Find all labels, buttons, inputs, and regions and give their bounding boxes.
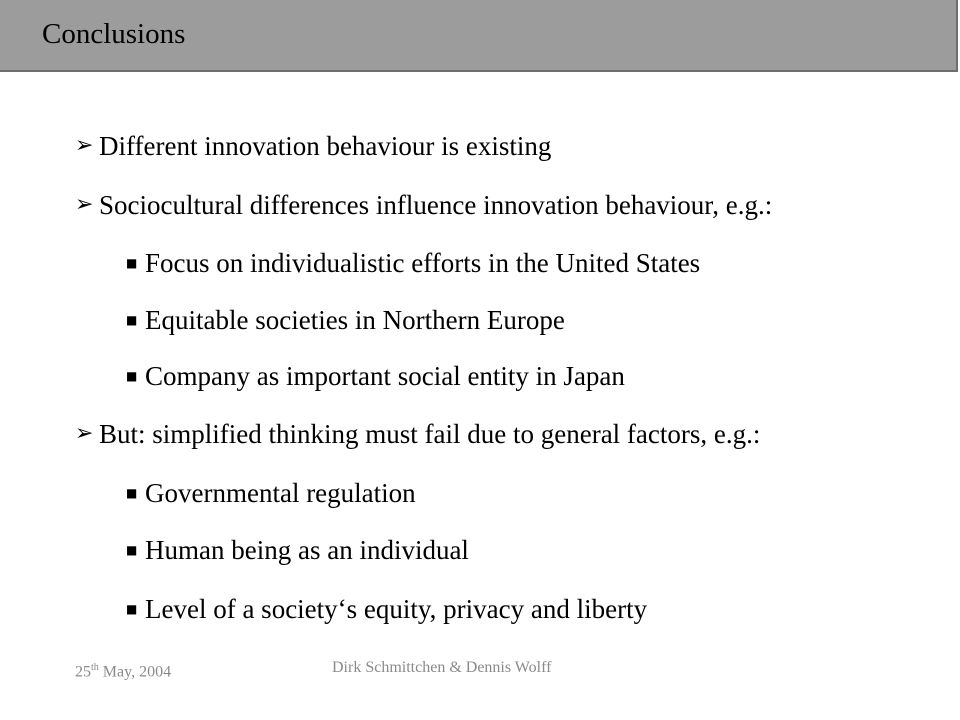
- bullet-text: Company as important social entity in Japan: [145, 361, 625, 391]
- square-bullet-icon: ■: [126, 313, 138, 327]
- bullet-item: [75, 185, 772, 225]
- footer-authors: Dirk Schmittchen & Dennis Wolff: [332, 659, 552, 676]
- bullet-item: [75, 414, 760, 454]
- sub-bullet-item: [126, 300, 565, 340]
- sub-bullet-item: [126, 473, 416, 513]
- bullet-text: Equitable societies in Northern Europe: [145, 305, 565, 335]
- bullet-text: Human being as an individual: [145, 535, 469, 565]
- footer-date-day: 25: [75, 663, 91, 681]
- bullet-item: [75, 126, 551, 166]
- arrow-bullet-icon: ➢: [75, 421, 94, 446]
- sub-bullet-item: [126, 356, 625, 396]
- bullet-text: Sociocultural differences influence innovation behaviour, e.g.:: [99, 190, 773, 220]
- bullet-text: Level of a society‘s equity, privacy and liberty: [145, 594, 648, 624]
- footer-date-rest: May, 2004: [98, 663, 172, 681]
- square-bullet-icon: ■: [126, 543, 138, 557]
- square-bullet-icon: ■: [126, 369, 138, 383]
- arrow-bullet-icon: ➢: [75, 133, 94, 158]
- footer-date-suffix: th: [91, 662, 99, 673]
- bullet-text: Focus on individualistic efforts in the United States: [145, 248, 701, 278]
- slide-title: Conclusions: [42, 18, 186, 50]
- square-bullet-icon: ■: [126, 256, 138, 270]
- bullet-text: Different innovation behaviour is existing: [99, 131, 552, 161]
- square-bullet-icon: ■: [126, 602, 138, 616]
- bullet-text: Governmental regulation: [145, 478, 416, 508]
- sub-bullet-item: [126, 530, 469, 570]
- sub-bullet-item: [126, 589, 647, 629]
- bullet-text: But: simplified thinking must fail due to general factors, e.g.:: [99, 419, 761, 449]
- square-bullet-icon: ■: [126, 486, 138, 500]
- arrow-bullet-icon: ➢: [75, 192, 94, 217]
- footer-date: [75, 658, 171, 682]
- sub-bullet-item: [126, 243, 700, 283]
